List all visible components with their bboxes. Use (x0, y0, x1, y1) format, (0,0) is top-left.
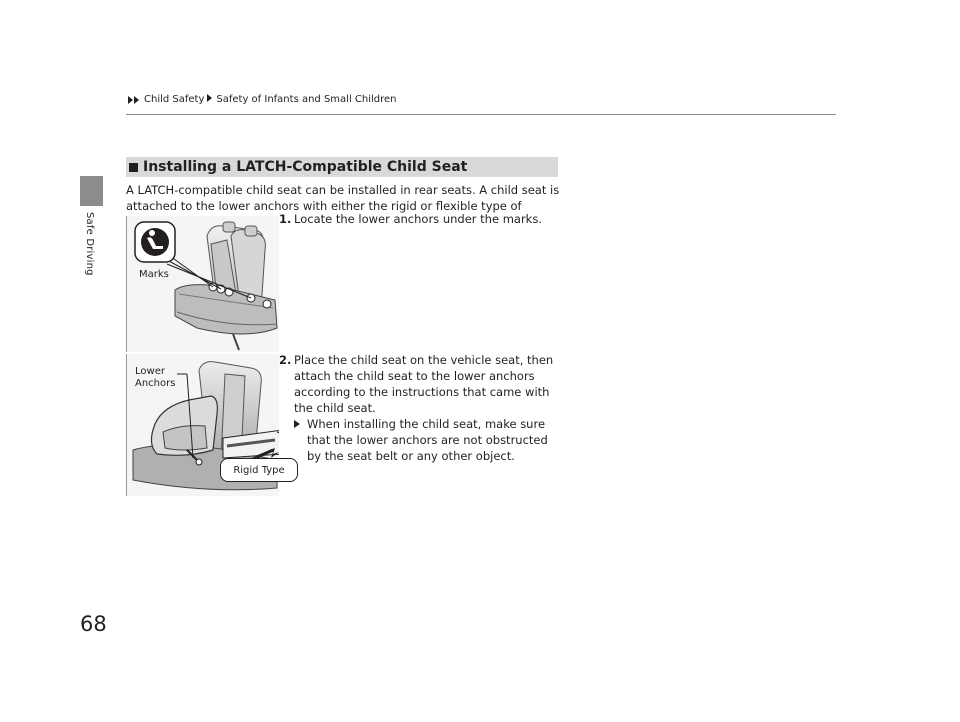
step-text: Place the child seat on the vehicle seat, then attach the child seat to the lower anchors according to the instructions that came with the child seat. (294, 353, 554, 415)
breadcrumb-arrow-icon (128, 96, 140, 104)
header-divider (126, 114, 836, 115)
rigid-type-callout: Rigid Type (220, 458, 298, 482)
side-tab-marker (80, 176, 103, 206)
step-text: Locate the lower anchors under the marks. (294, 212, 542, 226)
side-tab-label: Safe Driving (84, 212, 95, 276)
step-number: 2. (279, 353, 292, 367)
breadcrumb-item-safety-infants[interactable]: Safety of Infants and Small Children (216, 94, 397, 105)
rear-seat-illustration (127, 216, 279, 352)
breadcrumb-separator-icon (207, 94, 213, 105)
step-1 (279, 211, 561, 227)
marks-label: Marks (139, 269, 169, 280)
note-arrow-icon (294, 420, 300, 428)
intro-paragraph: A LATCH-compatible child seat can be installed in rear seats. A child seat is attached to the lower anchors with either the rigid or flexible type of (126, 183, 560, 213)
section-header (126, 157, 558, 177)
lower-anchors-label-line2: Anchors (135, 378, 176, 389)
section-square-icon (129, 163, 138, 172)
lower-anchors-label (135, 366, 175, 390)
breadcrumb-item-child-safety[interactable]: Child Safety (144, 94, 205, 105)
breadcrumb (128, 94, 397, 105)
lower-anchors-label-line1: Lower (135, 366, 165, 377)
page-number: 68 (80, 612, 107, 636)
figure-anchor-marks (126, 216, 279, 352)
step-number: 1. (279, 212, 292, 226)
section-title: Installing a LATCH-Compatible Child Seat (143, 159, 468, 175)
step-2 (279, 352, 561, 416)
note-text: When installing the child seat, make sure that the lower anchors are not obstructed by the seat belt or any other object. (307, 417, 548, 463)
note (294, 416, 560, 464)
